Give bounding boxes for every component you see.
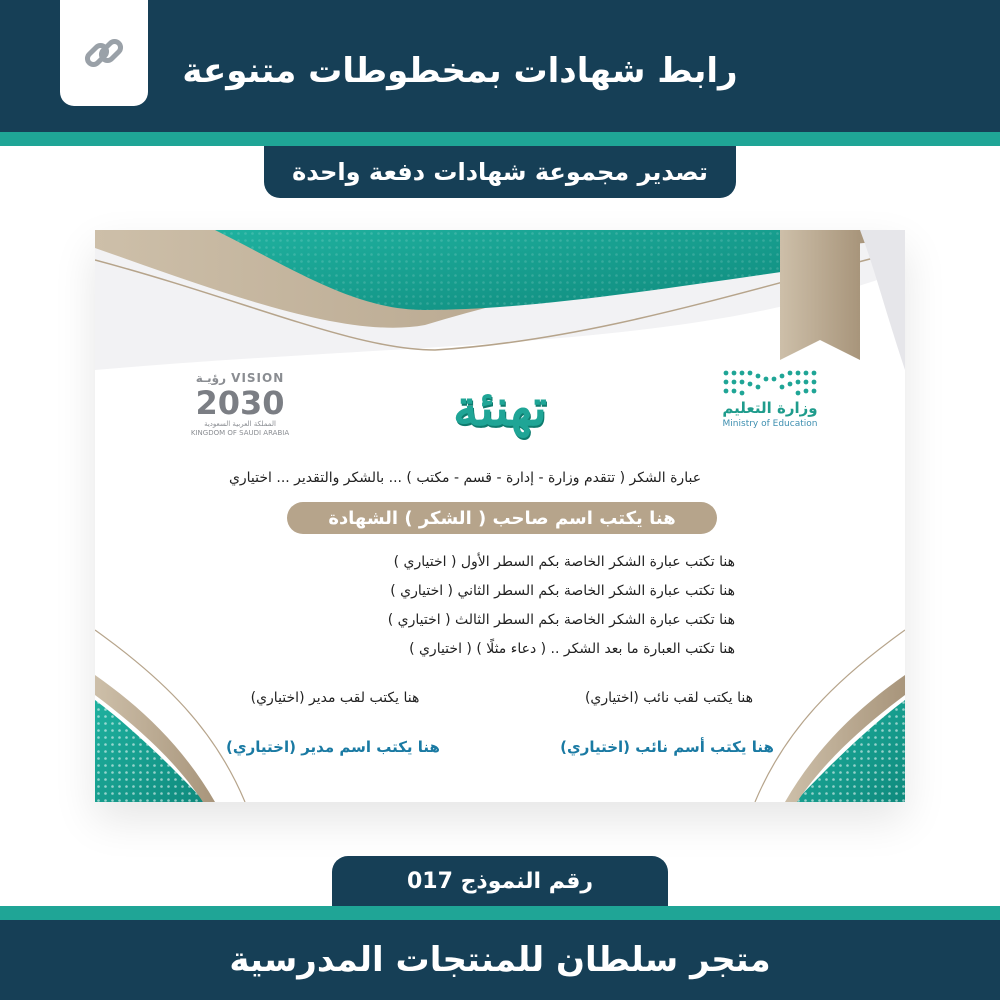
- thanks-line: هنا تكتب عبارة الشكر الخاصة بكم السطر الثاني ( اختياري ): [390, 583, 735, 599]
- moe-logo-arabic: وزارة التعليم: [722, 399, 818, 417]
- link-icon: [80, 29, 128, 77]
- page-title: رابط شهادات بمخطوطات متنوعة: [182, 51, 738, 91]
- top-accent-stripe: [0, 132, 1000, 146]
- vision-logo-year: 2030: [195, 384, 285, 422]
- store-name-banner: متجر سلطان للمنتجات المدرسية: [0, 920, 1000, 1000]
- bottom-accent-stripe: [0, 906, 1000, 920]
- manager-name: هنا يكتب اسم مدير (اختياري): [226, 738, 440, 756]
- subtitle-badge: تصدير مجموعة شهادات دفعة واحدة: [264, 146, 736, 198]
- thanks-line: هنا تكتب عبارة الشكر الخاصة بكم السطر الأول ( اختياري ): [393, 554, 735, 570]
- deputy-title: هنا يكتب لقب نائب (اختياري): [584, 690, 754, 706]
- link-button[interactable]: [60, 0, 148, 106]
- vision-logo-sub-ar: المملكة العربية السعودية: [204, 420, 276, 428]
- thanks-line: هنا تكتب العبارة ما بعد الشكر .. ( دعاء مثلًا ) ( اختياري ): [409, 641, 735, 657]
- certificate-intro: عبارة الشكر ( تتقدم وزارة - إدارة - قسم - مكتب ) ... بالشكر والتقدير ... اختياري: [228, 470, 702, 486]
- deputy-name: هنا يكتب أسم نائب (اختياري): [560, 738, 774, 756]
- thanks-line: هنا تكتب عبارة الشكر الخاصة بكم السطر الثالث ( اختياري ): [387, 612, 735, 628]
- recipient-name-badge: هنا يكتب اسم صاحب ( الشكر ) الشهادة: [287, 502, 717, 534]
- vision-logo-sub-en: KINGDOM OF SAUDI ARABIA: [190, 429, 290, 437]
- vision-2030-logo: [180, 370, 300, 440]
- model-number-badge: رقم النموذج 017: [332, 856, 668, 906]
- thanks-lines: [275, 548, 735, 664]
- vision-logo-top: VISION رؤيـة: [195, 371, 285, 385]
- moe-logo-english: Ministry of Education: [722, 419, 818, 429]
- ministry-of-education-logo: [715, 368, 825, 448]
- certificate-heading: تهنئة: [453, 378, 547, 437]
- moe-dots-icon: [721, 368, 819, 398]
- manager-title: هنا يكتب لقب مدير (اختياري): [250, 690, 420, 706]
- certificate-preview: [95, 230, 905, 802]
